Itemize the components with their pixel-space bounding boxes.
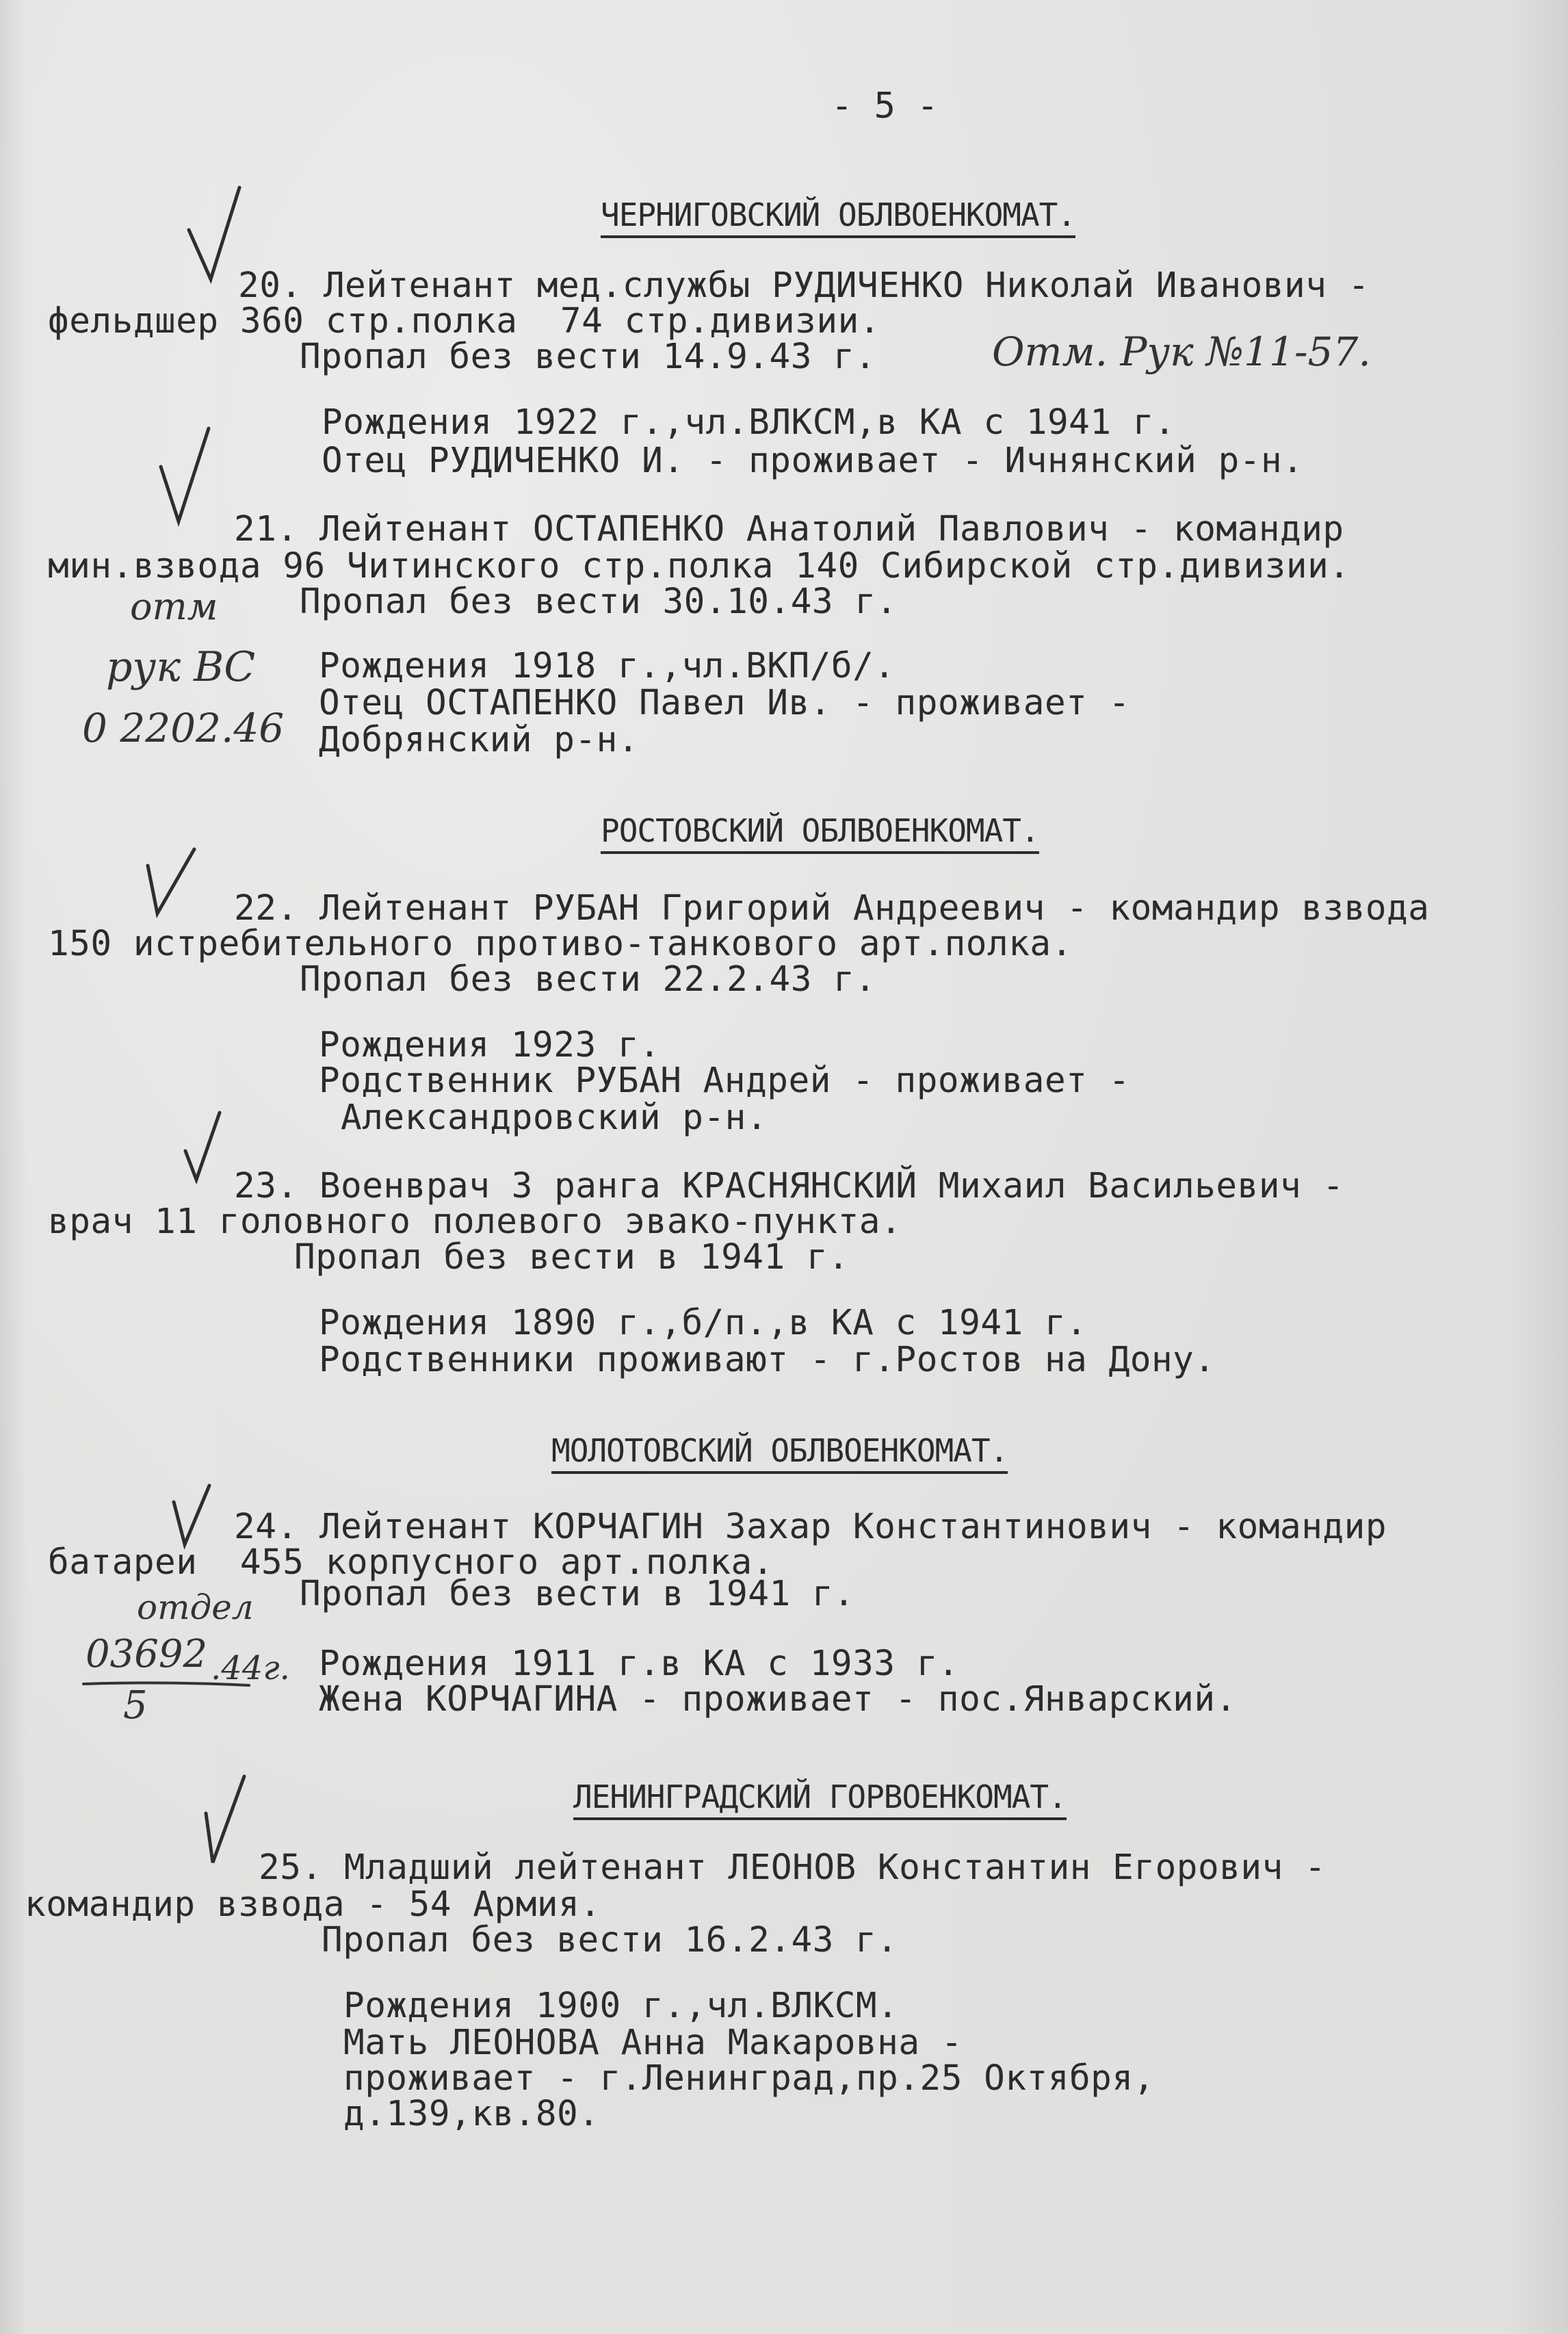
entry-22-line-1: 22. Лейтенант РУБАН Григорий Андреевич - командир взвода: [234, 888, 1430, 929]
entry-21-line-5: Отец ОСТАПЕНКО Павел Ив. - проживает -: [319, 683, 1130, 723]
entry-24-line-5: Жена КОРЧАГИНА - проживает - пос.Январский.: [319, 1679, 1237, 1720]
entry-22-line-3: Пропал без вести 22.2.43 г.: [300, 959, 876, 1000]
entry-22-line-2: 150 истребительного противо-танкового арт.полка.: [48, 924, 1073, 964]
section-heading-chernigov: ЧЕРНИГОВСКИЙ ОБЛВОЕНКОМАТ.: [601, 197, 1075, 238]
handwritten-note-21-a: отм: [130, 585, 218, 628]
handwritten-note-24-c: 5: [123, 1683, 148, 1728]
handwritten-note-24-b: 03692: [86, 1632, 208, 1676]
section-heading-rostov: РОСТОВСКИЙ ОБЛВОЕНКОМАТ.: [601, 813, 1039, 854]
entry-23-line-5: Родственники проживают - г.Ростов на Дону.: [319, 1340, 1216, 1380]
entry-21-line-6: Добрянский р-н.: [319, 720, 640, 760]
section-heading-molotov: МОЛОТОВСКИЙ ОБЛВОЕНКОМАТ.: [551, 1433, 1008, 1474]
entry-25-line-3: Пропал без вести 16.2.43 г.: [322, 1920, 898, 1960]
checkmark-icon: [154, 424, 215, 527]
entry-25-line-2: командир взвода - 54 Армия.: [25, 1884, 601, 1925]
entry-22-line-5: Родственник РУБАН Андрей - проживает -: [319, 1061, 1130, 1101]
entry-20-line-3: Пропал без вести 14.9.43 г.: [300, 337, 876, 377]
entry-20-line-1: 20. Лейтенант мед.службы РУДИЧЕНКО Николай Иванович -: [238, 265, 1370, 306]
entry-24-line-3: Пропал без вести в 1941 г.: [300, 1574, 855, 1614]
entry-25-line-6: проживает - г.Ленинград,пр.25 Октября,: [343, 2058, 1155, 2099]
handwritten-note-21-c: 0 2202.46: [82, 705, 285, 751]
checkmark-icon: [202, 1772, 257, 1868]
entry-24-line-2: батареи 455 корпусного арт.полка.: [48, 1542, 774, 1583]
handwritten-note-20: Отм. Рук №11-57.: [992, 328, 1371, 375]
checkmark-icon: [183, 183, 245, 286]
entry-21-line-2: мин.взвода 96 Читинского стр.полка 140 Сибирской стр.дивизии.: [48, 546, 1350, 586]
entry-23-line-4: Рождения 1890 г.,б/п.,в КА с 1941 г.: [319, 1303, 1088, 1343]
entry-24-line-4: Рождения 1911 г.в КА с 1933 г.: [319, 1644, 960, 1684]
entry-23-line-1: 23. Военврач 3 ранга КРАСНЯНСКИЙ Михаил Васильевич -: [234, 1166, 1344, 1206]
handwritten-note-24-a: отдел: [137, 1587, 254, 1627]
page-number: - 5 -: [831, 86, 939, 127]
entry-21-line-4: Рождения 1918 г.,чл.ВКП/б/.: [319, 646, 896, 686]
entry-25-line-1: 25. Младший лейтенант ЛЕОНОВ Константин Егорович -: [259, 1847, 1327, 1888]
entry-23-line-2: врач 11 головного полевого эвако-пункта.: [48, 1202, 902, 1242]
entry-25-line-7: д.139,кв.80.: [343, 2094, 600, 2134]
checkmark-icon: [170, 1481, 218, 1550]
entry-24-line-1: 24. Лейтенант КОРЧАГИН Захар Константинович - командир: [234, 1507, 1387, 1547]
checkmark-icon: [142, 845, 204, 920]
entry-25-line-4: Рождения 1900 г.,чл.ВЛКСМ.: [343, 1986, 899, 2026]
handwritten-note-24-d: .44г.: [211, 1649, 290, 1687]
handwritten-note-21-b: рук ВС: [106, 643, 256, 691]
entry-25-line-5: Мать ЛЕОНОВА Анна Макаровна -: [343, 2023, 963, 2063]
entry-23-line-3: Пропал без вести в 1941 г.: [294, 1237, 850, 1278]
entry-22-line-4: Рождения 1923 г.: [319, 1025, 661, 1065]
entry-21-line-3: Пропал без вести 30.10.43 г.: [300, 582, 898, 622]
entry-20-line-5: Отец РУДИЧЕНКО И. - проживает - Ичнянский р-н.: [322, 441, 1304, 481]
section-heading-leningrad: ЛЕНИНГРАДСКИЙ ГОРВОЕНКОМАТ.: [573, 1779, 1067, 1820]
checkmark-icon: [181, 1108, 236, 1184]
entry-21-line-1: 21. Лейтенант ОСТАПЕНКО Анатолий Павлович - командир: [234, 509, 1344, 549]
entry-20-line-2: фельдшер 360 стр.полка 74 стр.дивизии.: [48, 301, 880, 341]
entry-22-line-6: Александровский р-н.: [341, 1098, 768, 1138]
entry-20-line-4: Рождения 1922 г.,чл.ВЛКСМ,в КА с 1941 г.: [322, 402, 1176, 443]
